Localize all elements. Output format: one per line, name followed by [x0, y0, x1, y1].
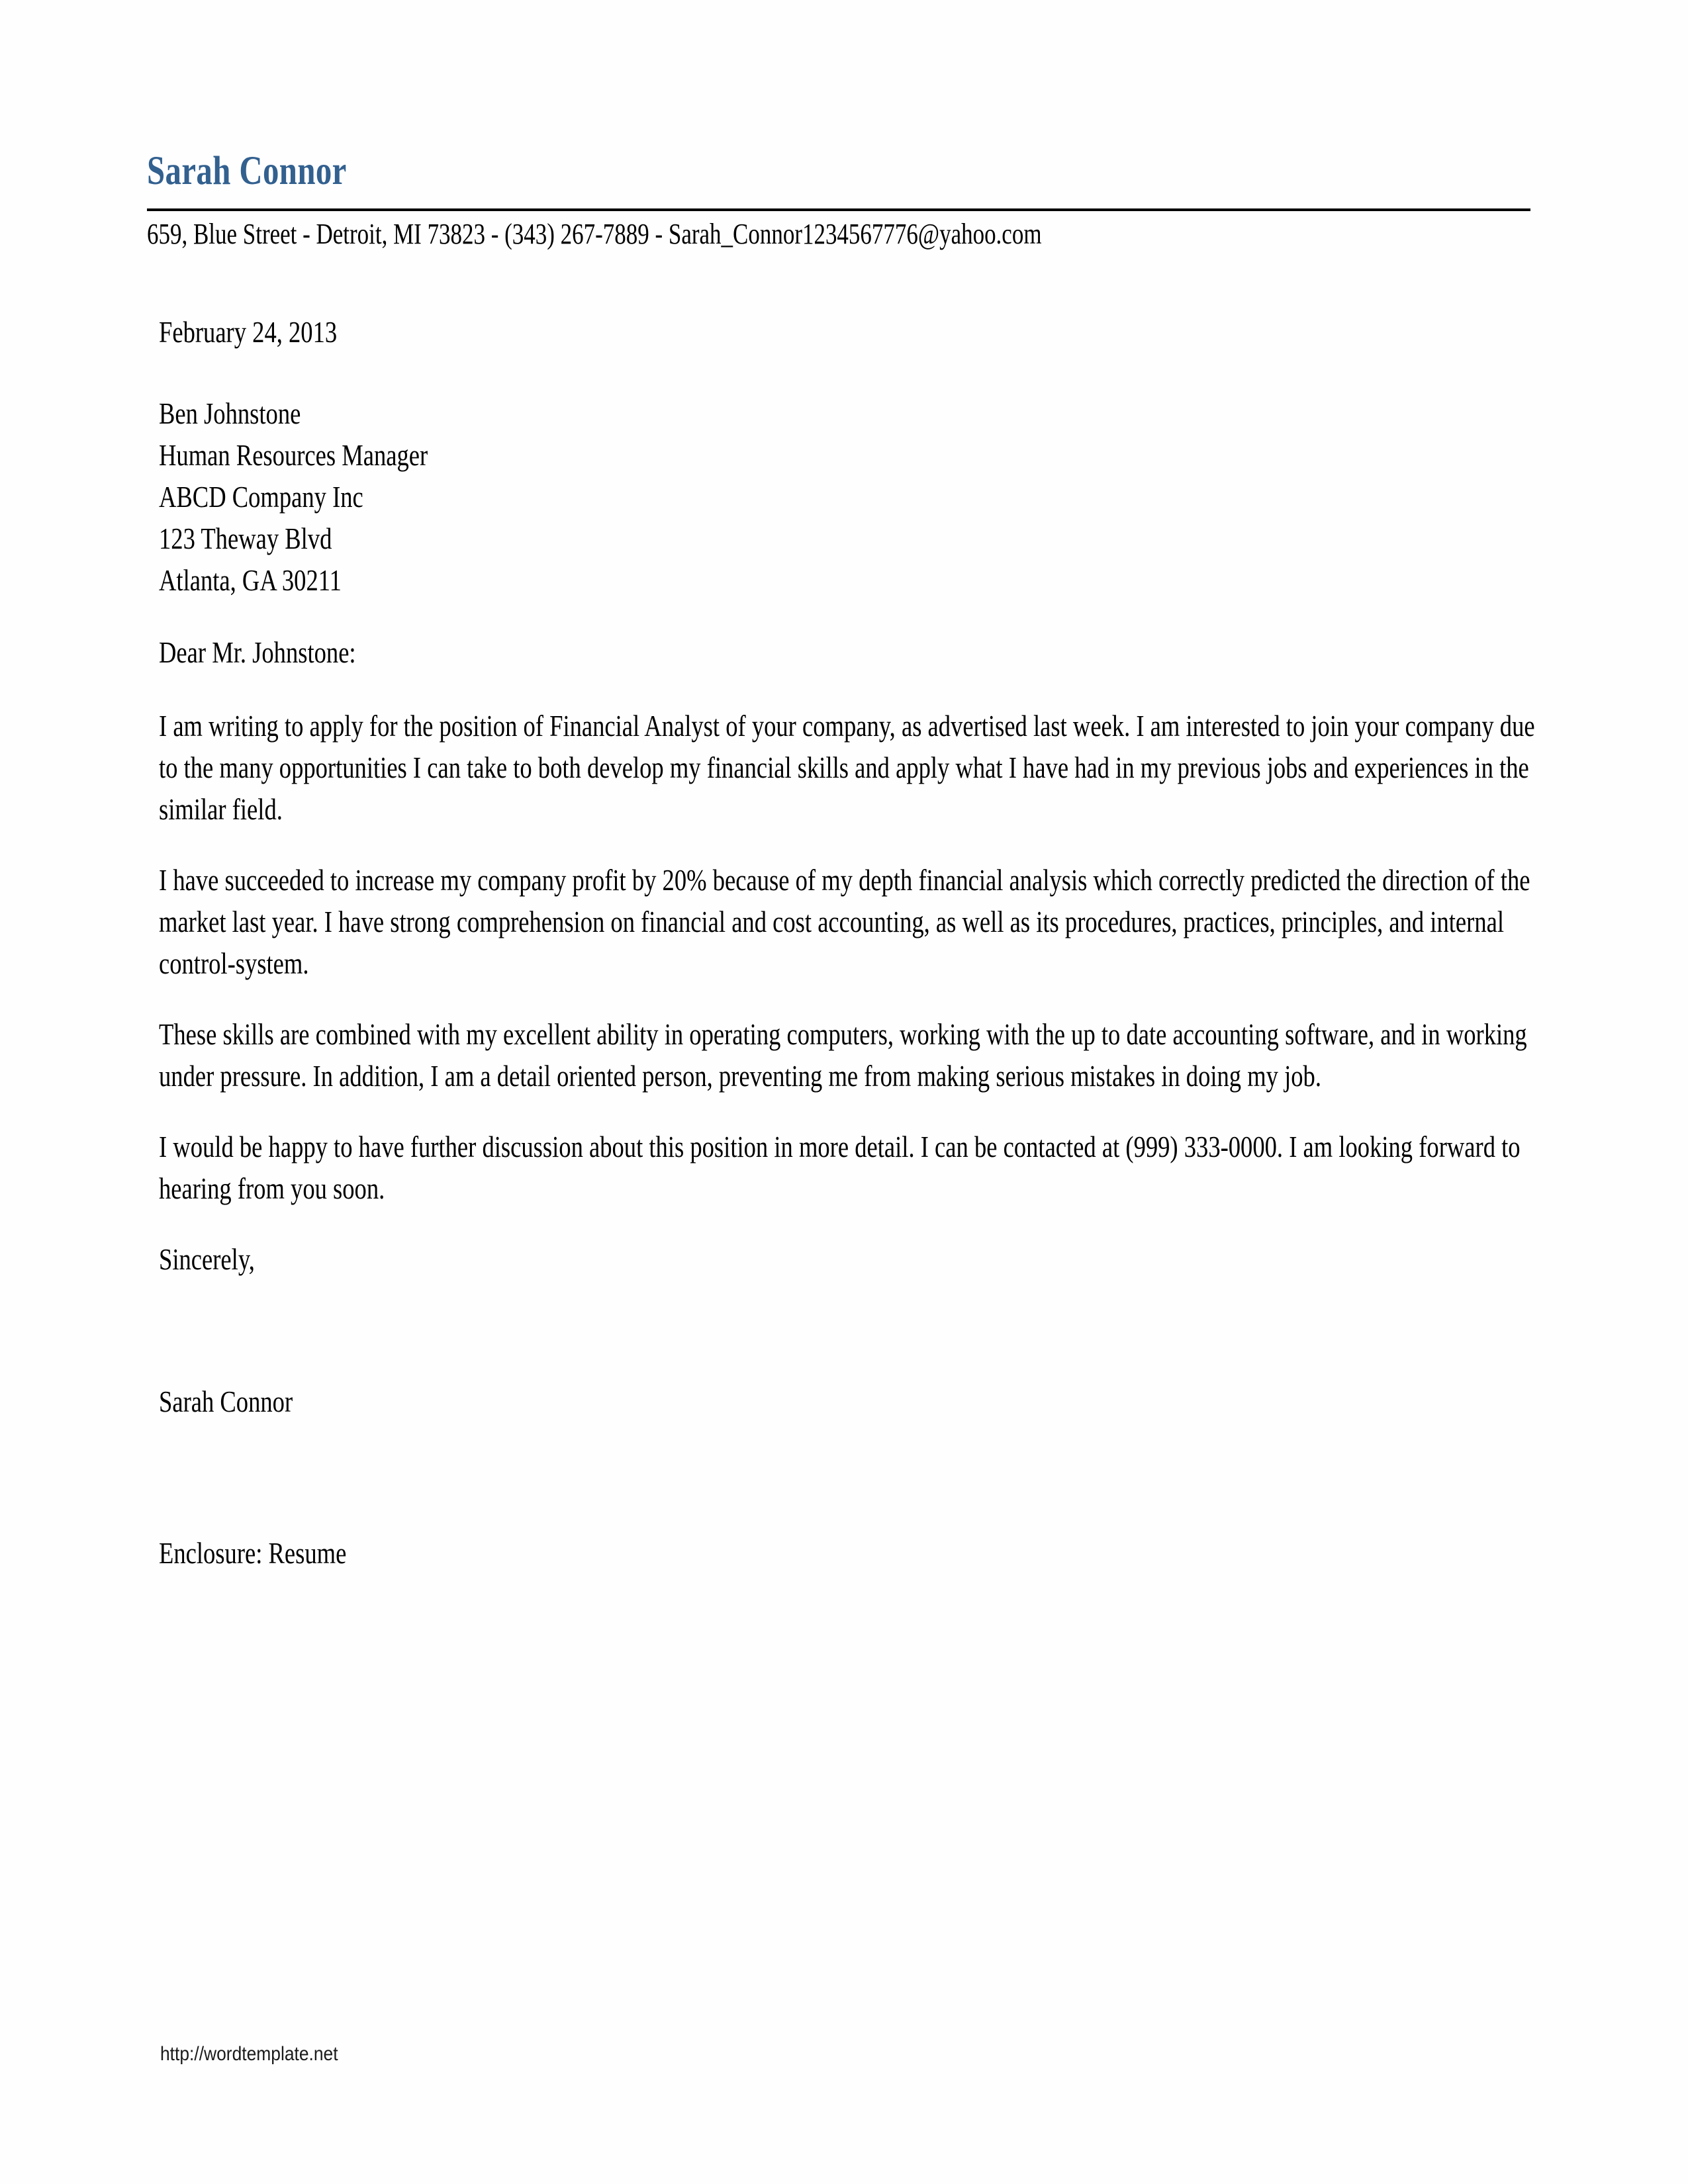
body-paragraph: I have succeeded to increase my company profit by 20% because of my depth financial analysis which correctly predicted the direction of the market last year. I have strong comprehension on financial and cost accounting, as well as its procedures, practices, principles, and internal control-system. [159, 863, 1530, 981]
body-paragraph: I would be happy to have further discussion about this position in more detail. I can be contacted at (999) 333-0000. I am looking forward to hearing from you soon. [159, 1130, 1521, 1206]
recipient-city-state-zip: Atlanta, GA 30211 [159, 563, 342, 598]
recipient-name: Ben Johnstone [159, 396, 301, 431]
sender-name-heading: Sarah Connor [147, 149, 347, 193]
letterhead [147, 151, 1530, 251]
letter-body [159, 311, 1538, 1574]
contact-info-line: 659, Blue Street - Detroit, MI 73823 - (343) 267-7889 - Sarah_Connor1234567776@yahoo.com [147, 218, 1042, 250]
body-paragraph: These skills are combined with my excellent ability in operating computers, working with the up to date accounting software, and in working under pressure. In addition, I am a detail oriented person, preventing me from making serious mistakes in doing my job. [159, 1017, 1527, 1093]
closing-salutation: Sincerely, [159, 1242, 255, 1277]
body-paragraph: I am writing to apply for the position of Financial Analyst of your company, as advertised last week. I am interested to join your company due to the many opportunities I can take to both develop my financial skills and apply what I have had in my previous jobs and experiences in the similar field. [159, 709, 1535, 827]
letter-date: February 24, 2013 [159, 315, 338, 349]
page-footer [160, 2042, 338, 2066]
salutation: Dear Mr. Johnstone: [159, 635, 356, 670]
recipient-title: Human Resources Manager [159, 438, 428, 473]
recipient-company: ABCD Company Inc [159, 480, 363, 514]
signature-name: Sarah Connor [159, 1385, 293, 1419]
footer-url[interactable]: http://wordtemplate.net [160, 2043, 338, 2065]
letterhead-divider [147, 208, 1530, 211]
recipient-street: 123 Theway Blvd [159, 522, 332, 556]
recipient-address-block [159, 392, 1538, 601]
enclosure-line: Enclosure: Resume [159, 1536, 347, 1570]
